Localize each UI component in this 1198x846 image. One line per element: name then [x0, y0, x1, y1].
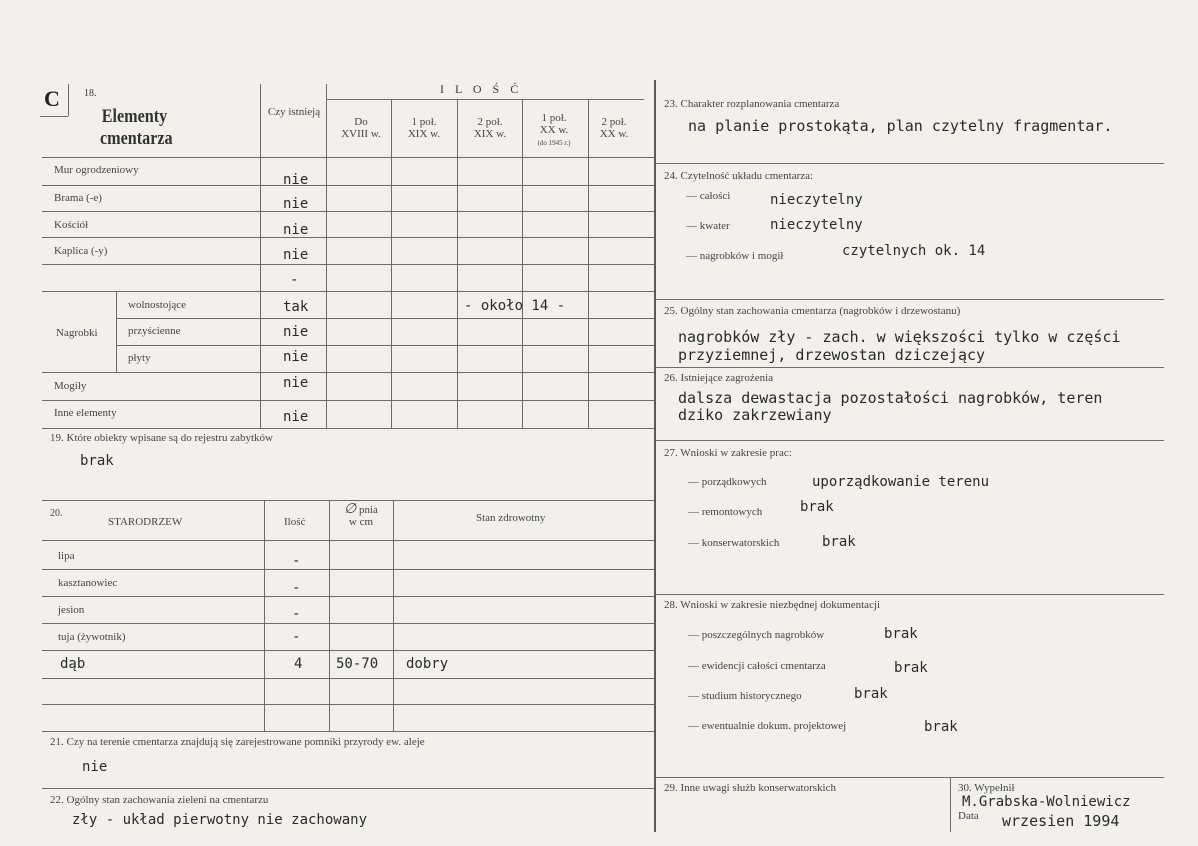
- tree-kasztanowiec-qty: -: [292, 580, 301, 596]
- value-inne: nie: [283, 409, 309, 425]
- period-1-header: [330, 116, 392, 140]
- grid-line: [42, 264, 654, 265]
- tree-tuja: tuja (żywotnik): [58, 631, 126, 643]
- grid-line: [42, 540, 654, 541]
- grid-line: [656, 440, 1164, 441]
- value-kosciol: nie: [283, 222, 309, 238]
- field-28-a-label: — poszczególnych nagrobków: [688, 629, 825, 641]
- field-27-label: 27. Wnioski w zakresie prac:: [664, 447, 792, 459]
- tree-lipa: lipa: [58, 550, 75, 562]
- row-label-przyscienne: przyścienne: [128, 325, 181, 337]
- diameter-header-a: pnia: [359, 504, 378, 516]
- grid-line: [656, 299, 1164, 300]
- grid-line: [391, 99, 392, 428]
- grid-line: [457, 99, 458, 428]
- grid-line: [42, 569, 654, 570]
- row-label-plyty: płyty: [128, 352, 151, 364]
- field-19-value: brak: [80, 453, 114, 469]
- field-30-date: wrzesien 1994: [1002, 812, 1120, 830]
- starodrzew-title: STARODRZEW: [108, 516, 183, 528]
- tree-lipa-qty: -: [292, 553, 301, 569]
- period-1-line-a: Do: [354, 116, 368, 128]
- field-22-label: 22. Ogólny stan zachowania zieleni na cmentarzu: [50, 794, 269, 806]
- tree-dab-diameter: 50-70: [336, 656, 379, 672]
- grid-line: [42, 211, 654, 212]
- grid-line: [42, 704, 654, 705]
- period-4-line-b: XX w.: [539, 124, 569, 136]
- grid-line: [588, 99, 589, 428]
- grid-line: [42, 237, 654, 238]
- value-kaplica: nie: [283, 247, 309, 263]
- grid-line: [326, 99, 644, 100]
- field-24-nagrobkow-label: — nagrobków i mogił: [686, 250, 784, 262]
- row-label-brama: Brama (-e): [54, 192, 102, 204]
- tree-jesion: jesion: [58, 604, 85, 616]
- grid-line: [42, 157, 654, 158]
- value-wolnostojace: tak: [283, 299, 309, 315]
- field-28-b-label: — ewidencji całości cmentarza: [688, 660, 826, 672]
- value-plyty: nie: [283, 349, 309, 365]
- period-4-line-c: (do 1945 r.): [537, 139, 571, 147]
- grid-line: [42, 500, 654, 501]
- tree-kasztanowiec: kasztanowiec: [58, 577, 118, 589]
- row-label-kosciol: Kościół: [54, 219, 89, 231]
- starodrzew-qty-header: Ilość: [284, 516, 306, 528]
- table-title-line2: cmentarza: [100, 128, 173, 149]
- period-2-line-b: XIX w.: [407, 128, 441, 140]
- field-21-label: 21. Czy na terenie cmentarza znajdują się zarejestrowane pomniki przyrody ew. aleje: [50, 736, 425, 748]
- field-20-number: 20.: [50, 508, 63, 519]
- field-19-label: 19. Które obiekty wpisane są do rejestru zabytków: [50, 432, 273, 444]
- grid-line: [116, 318, 654, 319]
- field-30-date-label: Data: [958, 810, 979, 822]
- starodrzew-diameter-header: [330, 504, 392, 528]
- field-30-name: M.Grabska-Wolniewicz: [962, 794, 1131, 810]
- grid-line: [950, 777, 951, 832]
- field-24-kwater-label: — kwater: [686, 220, 730, 232]
- field-26-line1: dalsza dewastacja pozostałości nagrobków, teren: [678, 389, 1103, 407]
- period-5-line-b: XX w.: [599, 128, 629, 140]
- field-21-value: nie: [82, 759, 108, 775]
- period-2-header: [392, 116, 456, 140]
- tree-dab-qty: 4: [294, 656, 303, 672]
- period-3-line-a: 2 poł.: [477, 116, 503, 128]
- field-18-number: 18.: [84, 88, 97, 99]
- grid-line: [42, 596, 654, 597]
- value-brama: nie: [283, 196, 309, 212]
- field-26-label: 26. Istniejące zagrożenia: [664, 372, 774, 384]
- value-mur: nie: [283, 172, 309, 188]
- grid-line: [42, 788, 654, 789]
- field-24-calosci-value: nieczytelny: [770, 192, 863, 208]
- field-27-porz-label: — porządkowych: [688, 476, 767, 488]
- field-24-nagrobkow-value: czytelnych ok. 14: [842, 243, 986, 259]
- grid-line: [264, 500, 265, 731]
- row-label-mur: Mur ogrodzeniowy: [54, 164, 139, 176]
- period-5-line-a: 2 poł.: [601, 116, 627, 128]
- field-24-kwater-value: nieczytelny: [770, 217, 863, 233]
- field-27-porz-value: uporządkowanie terenu: [812, 474, 990, 490]
- value-wolnostojace-quantity: - około 14 -: [464, 298, 566, 314]
- field-25-line2: przyziemnej, drzewostan dziczejący: [678, 346, 986, 364]
- table-title-line1: Elementy: [101, 106, 168, 127]
- row-label-kaplica: Kaplica (-y): [54, 245, 108, 257]
- quantity-group-header: I L O Ś Ć: [440, 82, 523, 96]
- grid-line: [42, 650, 654, 651]
- field-25-line1: nagrobków zły - zach. w większości tylko w części: [678, 328, 1121, 346]
- field-23-value: na planie prostokąta, plan czytelny fragmentar.: [688, 117, 1113, 135]
- grid-line: [42, 372, 654, 373]
- period-4-line-a: 1 poł.: [541, 112, 567, 124]
- field-22-value: zły - układ pierwotny nie zachowany: [72, 812, 368, 828]
- diameter-header-b: w cm: [348, 516, 374, 528]
- row-label-nagrobki: Nagrobki: [56, 327, 98, 339]
- table-title: [100, 106, 173, 150]
- field-27-kons-value: brak: [822, 534, 856, 550]
- field-28-c-value: brak: [854, 686, 888, 702]
- field-26-line2: dziko zakrzewiany: [678, 406, 832, 424]
- field-23-label: 23. Charakter rozplanowania cmentarza: [664, 98, 840, 110]
- tree-dab: dąb: [60, 656, 86, 672]
- grid-line: [42, 678, 654, 679]
- grid-line: [42, 623, 654, 624]
- field-28-d-value: brak: [924, 719, 958, 735]
- grid-line: [656, 367, 1164, 368]
- starodrzew-health-header: Stan zdrowotny: [476, 512, 546, 524]
- field-27-kons-label: — konserwatorskich: [688, 537, 780, 549]
- grid-line: [42, 291, 654, 292]
- period-2-line-a: 1 poł.: [411, 116, 437, 128]
- grid-line: [42, 428, 654, 429]
- grid-line: [42, 731, 654, 732]
- period-3-header: [458, 116, 522, 140]
- field-24-calosci-label: — całości: [686, 190, 731, 202]
- period-4-header: [522, 112, 586, 149]
- grid-line: [656, 777, 1164, 778]
- value-mogily: nie: [283, 375, 309, 391]
- field-28-a-value: brak: [884, 626, 918, 642]
- value-przyscienne: nie: [283, 324, 309, 340]
- grid-line: [522, 99, 523, 428]
- field-24-label: 24. Czytelność układu cmentarza:: [664, 170, 814, 182]
- grid-line: [656, 594, 1164, 595]
- grid-line: [42, 185, 654, 186]
- field-30-label: 30. Wypełnił: [958, 782, 1015, 794]
- field-29-label: 29. Inne uwagi służb konserwatorskich: [664, 782, 836, 794]
- diameter-symbol: ∅: [344, 502, 357, 517]
- field-27-rem-label: — remontowych: [688, 506, 763, 518]
- field-25-label: 25. Ogólny stan zachowania cmentarza (nagrobków i drzewostanu): [664, 305, 961, 317]
- exists-column-header: Czy istnieją: [267, 106, 321, 118]
- grid-line: [116, 291, 117, 372]
- value-blank-row: -: [290, 272, 299, 288]
- field-28-label: 28. Wnioski w zakresie niezbędnej dokumentacji: [664, 599, 881, 611]
- period-5-header: [588, 116, 640, 140]
- field-28-b-value: brak: [894, 660, 928, 676]
- grid-line: [42, 400, 654, 401]
- row-label-inne: Inne elementy: [54, 407, 117, 419]
- grid-line: [326, 84, 327, 428]
- field-28-d-label: — ewentualnie dokum. projektowej: [688, 720, 847, 732]
- row-label-wolnostojace: wolnostojące: [128, 299, 187, 311]
- period-3-line-b: XIX w.: [473, 128, 507, 140]
- field-28-c-label: — studium historycznego: [688, 690, 802, 702]
- grid-line: [116, 345, 654, 346]
- section-box-right: [68, 84, 69, 116]
- grid-line: [329, 500, 330, 731]
- tree-jesion-qty: -: [292, 606, 301, 622]
- tree-dab-health: dobry: [406, 656, 449, 672]
- center-divider: [654, 80, 656, 832]
- grid-line: [393, 500, 394, 731]
- row-label-mogily: Mogiły: [54, 380, 87, 392]
- section-box-bottom: [40, 116, 68, 117]
- grid-line: [260, 84, 261, 428]
- section-letter: C: [44, 86, 60, 111]
- period-1-line-b: XVIII w.: [341, 128, 381, 140]
- tree-tuja-qty: -: [292, 629, 301, 645]
- field-27-rem-value: brak: [800, 499, 834, 515]
- grid-line: [656, 163, 1164, 164]
